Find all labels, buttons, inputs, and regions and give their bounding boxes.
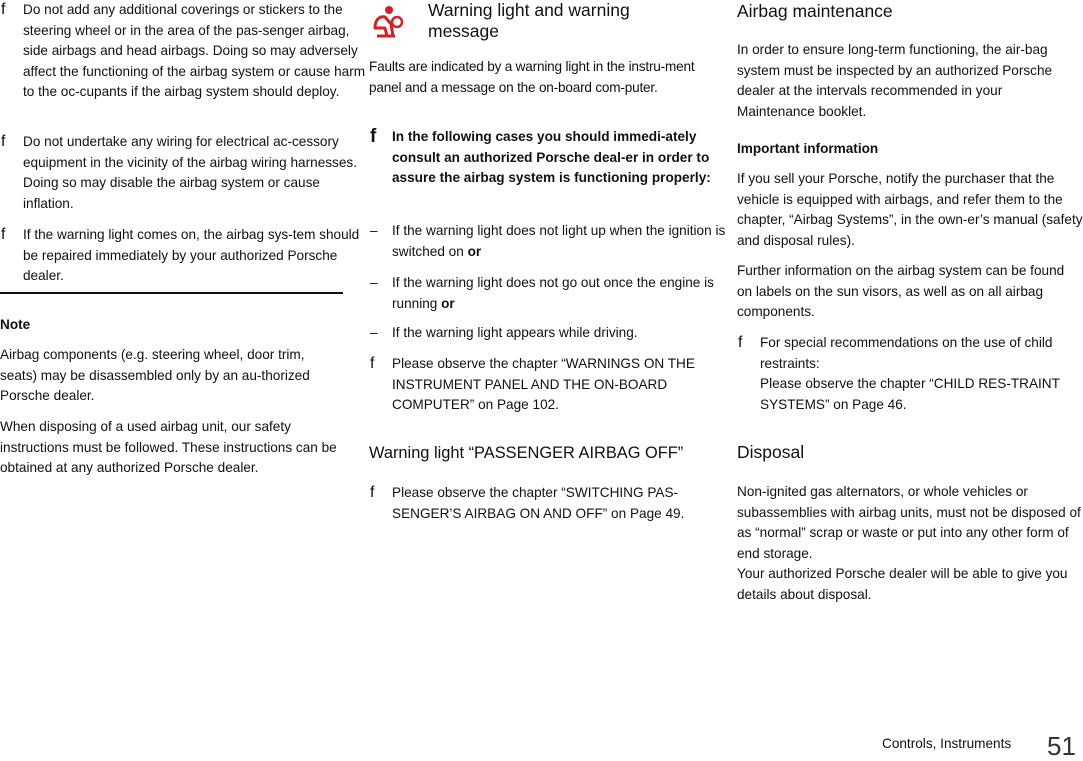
see-chapter-bullet (369, 483, 738, 524)
bullet-mark: f (738, 334, 743, 351)
dash-mark: – (370, 325, 378, 340)
bullet-text: Do not undertake any wiring for electrical ac-cessory equipment in the vicinity of the airbag wiring harnesses. Doing so may disable the airbag system or cause inflation. (23, 134, 357, 211)
bullet-mark: f (370, 355, 375, 372)
important-paragraph: Further information on the airbag system can be found on labels on the sun visors, as well as on all airbag components. (737, 263, 1065, 320)
warning-bullet-wiring (0, 132, 368, 214)
bullet-mark: f (370, 126, 377, 147)
warning-bullet-coverings (0, 0, 368, 103)
intro-paragraph: Faults are indicated by a warning light in the instru-ment panel and a message on the on-board com-puter. (369, 59, 695, 95)
warning-bullet-light (0, 225, 368, 287)
section-heading: Airbag maintenance (737, 1, 893, 21)
bullet-text: Please observe the chapter “SWITCHING PAS-SENGER’S AIRBAG ON AND OFF” on Page 49. (392, 485, 685, 521)
bullet-mark: f (370, 484, 375, 501)
bullet-text: In the following cases you should immedi-ately consult an authorized Porsche deal-er in order to assure the airbag system is functioning properly: (392, 129, 711, 186)
bullet-text: Do not add any additional coverings or stickers to the steering wheel or in the area of the pas-senger airbag, side airbags and head airbags. Doing so may adversely affect the functioning of the airbag system or cause harm to the oc-cupants if the airbag system should deploy. (23, 2, 366, 100)
section-heading: Disposal (737, 442, 805, 462)
bullet-text: For special recommendations on the use of child restraints: (760, 335, 1053, 371)
dash-item (369, 323, 738, 344)
child-restraint-bullet (737, 333, 1083, 415)
airbag-warning-icon (369, 2, 403, 40)
important-paragraph: If you sell your Porsche, notify the purchaser that the vehicle is equipped with airbags, and refer them to the chapter, “Airbag Systems”, in the own-er’s manual (safety and disposal rules). (737, 171, 1083, 248)
section-heading: Warning light “PASSENGER AIRBAG OFF” (369, 444, 684, 462)
see-chapter-bullet (369, 354, 732, 416)
section-heading: Warning light and warning message (428, 0, 630, 41)
section-divider (0, 292, 343, 294)
disposal-paragraph: Your authorized Porsche dealer will be able to give you details about disposal. (737, 566, 1068, 602)
note-paragraph: When disposing of a used airbag unit, our safety instructions must be followed. These instructions can be obtained at any authorized Porsche dealer. (0, 419, 337, 476)
dash-text: If the warning light does not light up when the ignition is switched on or (392, 223, 726, 259)
dash-text: If the warning light does not go out once the engine is running or (392, 275, 714, 311)
bullet-mark: f (1, 226, 6, 243)
maintenance-paragraph: In order to ensure long-term functioning, the air-bag system must be inspected by an authorized Porsche dealer at the intervals recommended in your Maintenance booklet. (737, 42, 1053, 119)
footer-section-title: Controls, Instruments (882, 736, 1012, 751)
bullet-text: Please observe the chapter “WARNINGS ON THE INSTRUMENT PANEL AND THE ON-BOARD COMPUTER” on Page 102. (392, 356, 695, 413)
dash-mark: – (370, 223, 378, 238)
bullet-text: Please observe the chapter “CHILD RES-TRAINT SYSTEMS” on Page 46. (760, 376, 1060, 412)
bullet-text: If the warning light comes on, the airbag sys-tem should be repaired immediately by your authorized Porsche dealer. (23, 227, 360, 284)
dash-item (369, 221, 738, 262)
important-title: Important information (737, 141, 879, 156)
note-title: Note (0, 317, 31, 332)
dash-mark: – (370, 275, 378, 290)
page-number: 51 (1047, 731, 1076, 761)
dash-item (369, 273, 738, 314)
disposal-paragraph: Non-ignited gas alternators, or whole vehicles or subassemblies with airbag units, must not be disposed of as “normal” scrap or waste or put into any other form of end storage. (737, 484, 1081, 561)
important-bullet (369, 127, 738, 189)
dash-text: If the warning light appears while driving. (392, 325, 638, 340)
bullet-mark: f (1, 133, 6, 150)
bullet-mark: f (1, 1, 6, 18)
note-paragraph: Airbag components (e.g. steering wheel, door trim, seats) may be disassembled only by an au-thorized Porsche dealer. (0, 347, 310, 404)
